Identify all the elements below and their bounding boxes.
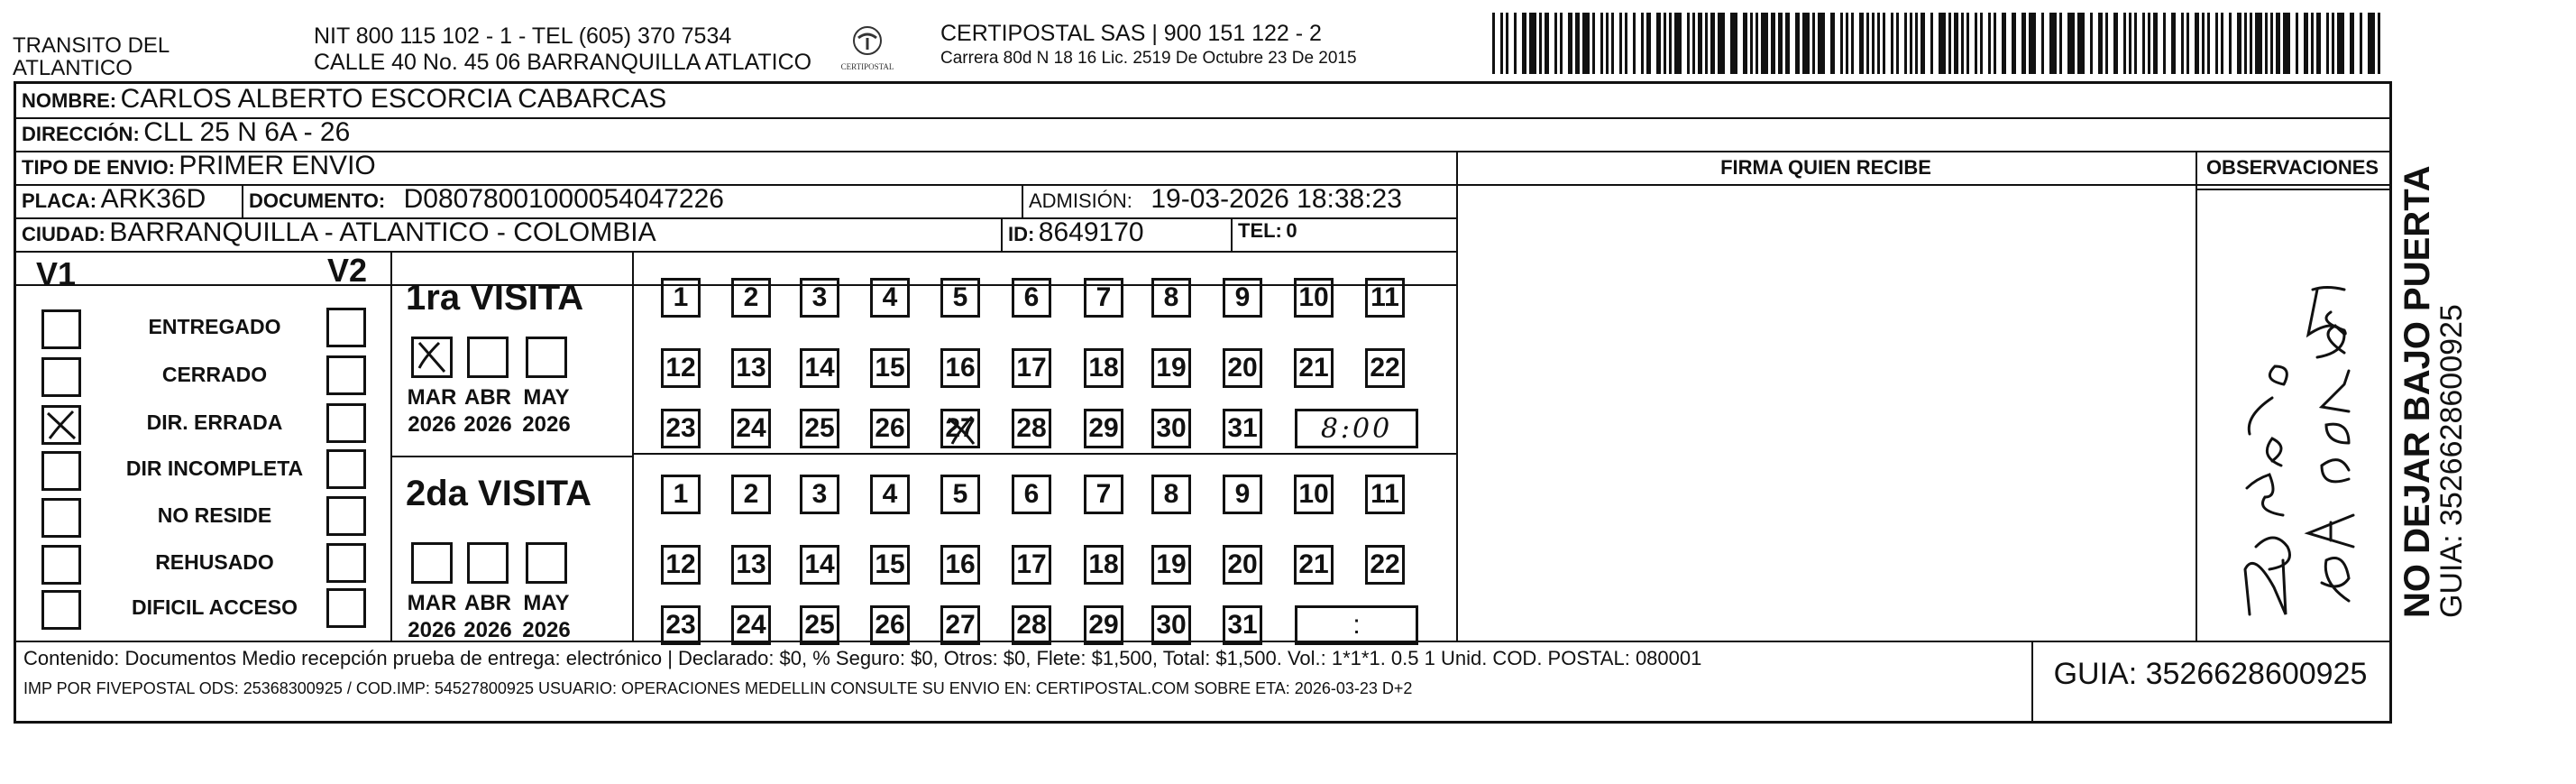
v2-checkbox[interactable] — [326, 355, 366, 395]
visit1-day-box[interactable] — [1365, 278, 1405, 318]
visit2-month-checkbox[interactable] — [467, 542, 509, 584]
status-label: ENTREGADO — [148, 315, 281, 338]
visit2-day-box[interactable] — [1223, 475, 1262, 514]
admision-value: 19-03-2026 18:38:23 — [1150, 184, 1402, 214]
day-number: 16 — [945, 549, 976, 579]
day-number: 27 — [945, 610, 976, 640]
visit2-day-box[interactable] — [940, 545, 980, 585]
visit1-day-box[interactable] — [661, 348, 701, 388]
tel-label: TEL: — [1238, 219, 1282, 242]
footer-content-line: Contenido: Documentos Medio recepción prueba de entrega: electrónico | Declarado: $0, % Seguro: $0, Otros: $0, Flete: $1,500, Total: $1,500. Vol.: 1*1*1. 0.5 1 Unid. COD. POSTAL: 080001 — [23, 647, 1702, 669]
visit1-day-box[interactable] — [661, 409, 701, 448]
v1-checkbox[interactable] — [41, 545, 81, 585]
check-mark-icon — [44, 408, 78, 442]
certipostal-logo — [822, 25, 912, 71]
visit1-month-label: MAR 2026 — [407, 385, 457, 437]
v1-checkbox[interactable] — [41, 590, 81, 630]
status-label: DIR INCOMPLETA — [125, 457, 304, 480]
day-number: 23 — [665, 610, 696, 640]
visit2-day-box[interactable] — [1294, 475, 1334, 514]
day-number: 26 — [875, 610, 905, 640]
day-number: 25 — [804, 413, 835, 443]
visit1-day-box[interactable] — [1012, 278, 1051, 318]
day-number: 14 — [804, 549, 835, 579]
visit2-day-box[interactable] — [731, 605, 771, 645]
visit2-day-box[interactable] — [1084, 545, 1123, 585]
v1-label: V1 — [36, 255, 77, 292]
id-label: ID: — [1008, 223, 1035, 245]
day-number: 25 — [804, 610, 835, 640]
day-number: 17 — [1016, 353, 1047, 383]
visit2-month-label: MAR 2026 — [407, 591, 457, 642]
visit1-time-box[interactable] — [1295, 409, 1418, 448]
admision-field — [1029, 184, 1402, 215]
day-number: 21 — [1298, 353, 1329, 383]
day-number: 3 — [811, 479, 828, 509]
v1-checkbox[interactable] — [41, 498, 81, 538]
visit1-month-checkbox[interactable] — [467, 337, 509, 378]
check-mark-icon — [414, 339, 450, 375]
day-number: 22 — [1370, 549, 1400, 579]
v2-checkbox[interactable] — [326, 543, 366, 583]
visit2-day-box[interactable] — [661, 545, 701, 585]
v2-checkbox[interactable] — [326, 403, 366, 443]
day-number: 13 — [736, 353, 766, 383]
documento-value: D08078001000054047226 — [403, 184, 724, 214]
day-number: 19 — [1156, 549, 1187, 579]
visit2-day-box[interactable] — [940, 605, 980, 645]
day-number: 21 — [1298, 549, 1329, 579]
day-number: 3 — [811, 282, 828, 312]
visit1-month-checkbox[interactable] — [411, 337, 453, 378]
day-number: 20 — [1227, 353, 1258, 383]
visit1-day-box[interactable] — [1012, 409, 1051, 448]
visit2-day-box[interactable] — [1223, 545, 1262, 585]
visit1-day-box[interactable] — [1084, 409, 1123, 448]
day-number: 4 — [882, 282, 898, 312]
visit2-day-box[interactable] — [661, 605, 701, 645]
visit1-day-box[interactable] — [1084, 278, 1123, 318]
footer-guia: GUIA: 3526628600925 — [2053, 657, 2368, 691]
visit2-day-box[interactable] — [800, 475, 839, 514]
visit2-day-box[interactable] — [731, 545, 771, 585]
visit1-day-box[interactable] — [1151, 348, 1191, 388]
ciudad-value: BARRANQUILLA - ATLANTICO - COLOMBIA — [109, 217, 656, 247]
ciudad-field — [22, 217, 656, 248]
day-number: 16 — [945, 353, 976, 383]
v1-checkbox[interactable] — [41, 309, 81, 349]
day-number: 5 — [952, 479, 968, 509]
day-number: 10 — [1298, 282, 1329, 312]
status-label: REHUSADO — [155, 550, 274, 574]
visit2-day-box[interactable] — [870, 475, 910, 514]
firma-label: FIRMA QUIEN RECIBE — [1720, 156, 1931, 179]
v2-checkbox[interactable] — [326, 496, 366, 536]
visit1-day-box[interactable] — [1223, 278, 1262, 318]
day-number: 9 — [1234, 282, 1251, 312]
day-number: 5 — [952, 282, 968, 312]
id-value: 8649170 — [1038, 217, 1144, 247]
day-number: 6 — [1023, 479, 1040, 509]
day-number: 27 — [945, 413, 976, 443]
day-number: 18 — [1088, 549, 1119, 579]
direccion-value: CLL 25 N 6A - 26 — [143, 117, 351, 147]
day-number: 11 — [1371, 479, 1399, 509]
v1-checkbox[interactable] — [41, 451, 81, 491]
v2-checkbox[interactable] — [326, 449, 366, 489]
visit2-month-label: ABR 2026 — [463, 591, 512, 642]
day-number: 31 — [1227, 610, 1258, 640]
visit2-day-box[interactable] — [940, 475, 980, 514]
ciudad-label: CIUDAD: — [22, 223, 105, 245]
visit2-day-box[interactable] — [1151, 605, 1191, 645]
visit1-month-label: ABR 2026 — [463, 385, 512, 437]
v2-checkbox[interactable] — [326, 308, 366, 347]
visit2-day-box[interactable] — [1365, 475, 1405, 514]
tipo-envio-field — [22, 151, 376, 181]
placa-field — [22, 184, 206, 215]
visit1-day-box[interactable] — [731, 278, 771, 318]
tipo-envio-value: PRIMER ENVIO — [179, 151, 376, 180]
day-number: 30 — [1156, 610, 1187, 640]
visit1-day-box[interactable] — [1151, 278, 1191, 318]
tel-value: 0 — [1286, 219, 1297, 242]
day-number: 18 — [1088, 353, 1119, 383]
status-label: DIFICIL ACCESO — [131, 595, 298, 619]
v2-label: V2 — [327, 252, 368, 289]
day-number: 30 — [1156, 413, 1187, 443]
firma-header — [1456, 156, 2196, 180]
visit2-day-box[interactable] — [1294, 545, 1334, 585]
day-number: 12 — [665, 353, 696, 383]
visit2-day-box[interactable] — [870, 605, 910, 645]
check-mark-icon — [945, 413, 977, 446]
visit2-day-box[interactable] — [731, 475, 771, 514]
footer-print-line: IMP POR FIVEPOSTAL ODS: 25368300925 / COD.IMP: 54527800925 USUARIO: OPERACIONES MEDELLIN CONSULTE SU ENVIO EN: CERTIPOSTAL.COM SOBRE ETA: 2026-03-23 D+2 — [23, 679, 1413, 697]
visit2-day-box[interactable] — [1012, 545, 1051, 585]
documento-field — [249, 184, 724, 215]
day-number: 15 — [875, 549, 905, 579]
nit-line: NIT 800 115 102 - 1 - TEL (605) 370 7534 — [314, 23, 732, 49]
visit1-month-checkbox[interactable] — [526, 337, 567, 378]
visit-time: 8:00 — [1320, 412, 1393, 445]
visit2-day-box[interactable] — [800, 605, 839, 645]
visit1-day-box[interactable] — [1084, 348, 1123, 388]
day-number: 2 — [743, 479, 759, 509]
day-number: 22 — [1370, 353, 1400, 383]
visit-time: : — [1352, 610, 1361, 640]
status-label: DIR. ERRADA — [146, 410, 283, 434]
barcode — [1492, 13, 2389, 74]
placa-label: PLACA: — [22, 189, 97, 212]
documento-label: DOCUMENTO: — [249, 189, 386, 212]
id-field — [1008, 217, 1144, 248]
day-number: 31 — [1227, 413, 1258, 443]
visit1-day-box[interactable] — [940, 409, 980, 448]
visit1-day-box[interactable] — [1012, 348, 1051, 388]
handwritten-observation — [2200, 190, 2385, 637]
observaciones-header — [2196, 156, 2389, 180]
visit1-day-box[interactable] — [1223, 348, 1262, 388]
day-number: 29 — [1088, 413, 1119, 443]
day-number: 11 — [1371, 282, 1399, 312]
visit2-month-label: MAY 2026 — [522, 591, 571, 642]
day-number: 28 — [1016, 610, 1047, 640]
side-guia: GUIA: 3526628600925 — [2434, 304, 2469, 618]
visit2-day-box[interactable] — [1223, 605, 1262, 645]
license-line: Carrera 80d N 18 16 Lic. 2519 De Octubre 23 De 2015 — [940, 49, 1357, 68]
status-label: NO RESIDE — [157, 503, 272, 527]
courier-info — [940, 20, 1357, 70]
nombre-label: NOMBRE: — [22, 89, 117, 112]
observaciones-label: OBSERVACIONES — [2205, 156, 2379, 179]
visit1-day-box[interactable] — [870, 409, 910, 448]
day-number: 7 — [1095, 282, 1112, 312]
status-label: CERRADO — [161, 363, 268, 386]
visit1-day-box[interactable] — [731, 348, 771, 388]
day-number: 28 — [1016, 413, 1047, 443]
visit1-day-box[interactable] — [800, 348, 839, 388]
day-number: 23 — [665, 413, 696, 443]
admision-label: ADMISIÓN: — [1029, 189, 1132, 212]
visit2-day-box[interactable] — [800, 545, 839, 585]
v2-checkbox[interactable] — [326, 588, 366, 628]
day-number: 19 — [1156, 353, 1187, 383]
visit2-month-checkbox[interactable] — [526, 542, 567, 584]
visit1-day-box[interactable] — [870, 348, 910, 388]
day-number: 6 — [1023, 282, 1040, 312]
day-number: 14 — [804, 353, 835, 383]
issuer-line-2: ATLANTICO — [13, 56, 133, 80]
day-number: 1 — [673, 479, 689, 509]
day-number: 15 — [875, 353, 905, 383]
visit1-day-box[interactable] — [731, 409, 771, 448]
courier-line: CERTIPOSTAL SAS | 900 151 122 - 2 — [940, 21, 1322, 46]
visit1-day-box[interactable] — [870, 278, 910, 318]
day-number: 20 — [1227, 549, 1258, 579]
visit2-day-box[interactable] — [1012, 605, 1051, 645]
visit1-day-box[interactable] — [1294, 278, 1334, 318]
issuer-line-1: TRANSITO DEL — [13, 33, 170, 58]
placa-value: ARK36D — [100, 184, 206, 214]
visit2-day-box[interactable] — [1012, 475, 1051, 514]
day-number: 2 — [743, 282, 759, 312]
day-number: 17 — [1016, 549, 1047, 579]
delivery-card — [14, 81, 2392, 724]
day-number: 9 — [1234, 479, 1251, 509]
visit2-day-box[interactable] — [870, 545, 910, 585]
visit2-day-box[interactable] — [1084, 475, 1123, 514]
visit2-time-box[interactable] — [1295, 605, 1418, 645]
day-number: 13 — [736, 549, 766, 579]
visit2-day-box[interactable] — [661, 475, 701, 514]
visit1-title: 1ra VISITA — [406, 278, 584, 318]
visit1-month-label: MAY 2026 — [522, 385, 571, 437]
visit2-day-box[interactable] — [1365, 545, 1405, 585]
issuer-name — [13, 34, 170, 79]
visit1-day-box[interactable] — [1151, 409, 1191, 448]
visit1-day-box[interactable] — [1365, 348, 1405, 388]
certipostal-logo-icon — [849, 25, 885, 58]
day-number: 7 — [1095, 479, 1112, 509]
visit1-day-box[interactable] — [940, 348, 980, 388]
nombre-value: CARLOS ALBERTO ESCORCIA CABARCAS — [120, 84, 667, 114]
tel-field — [1238, 219, 1297, 243]
day-number: 24 — [736, 610, 766, 640]
visit1-day-box[interactable] — [940, 278, 980, 318]
day-number: 1 — [673, 282, 689, 312]
visit2-month-checkbox[interactable] — [411, 542, 453, 584]
visit1-day-box[interactable] — [1223, 409, 1262, 448]
issuer-address-line: CALLE 40 No. 45 06 BARRANQUILLA ATLATICO — [314, 50, 812, 75]
day-number: 29 — [1088, 610, 1119, 640]
day-number: 26 — [875, 413, 905, 443]
visit2-day-box[interactable] — [1151, 475, 1191, 514]
visit2-day-box[interactable] — [1151, 545, 1191, 585]
v1-checkbox[interactable] — [41, 405, 81, 445]
visit2-day-box[interactable] — [1084, 605, 1123, 645]
visit1-day-box[interactable] — [800, 278, 839, 318]
visit2-title: 2da VISITA — [406, 474, 591, 513]
logo-text: CERTIPOSTAL — [840, 62, 894, 71]
day-number: 8 — [1163, 479, 1179, 509]
visit1-day-box[interactable] — [800, 409, 839, 448]
day-number: 24 — [736, 413, 766, 443]
day-number: 8 — [1163, 282, 1179, 312]
v1-checkbox[interactable] — [41, 357, 81, 397]
visit1-day-box[interactable] — [661, 278, 701, 318]
side-labels — [2397, 117, 2469, 618]
issuer-contact — [314, 23, 811, 76]
side-warning: NO DEJAR BAJO PUERTA — [2397, 165, 2437, 618]
direccion-label: DIRECCIÓN: — [22, 123, 140, 145]
tipo-envio-label: TIPO DE ENVIO: — [22, 156, 175, 179]
nombre-field — [22, 84, 666, 115]
visit1-day-box[interactable] — [1294, 348, 1334, 388]
day-number: 10 — [1298, 479, 1329, 509]
day-number: 4 — [882, 479, 898, 509]
day-number: 12 — [665, 549, 696, 579]
direccion-field — [22, 117, 350, 148]
